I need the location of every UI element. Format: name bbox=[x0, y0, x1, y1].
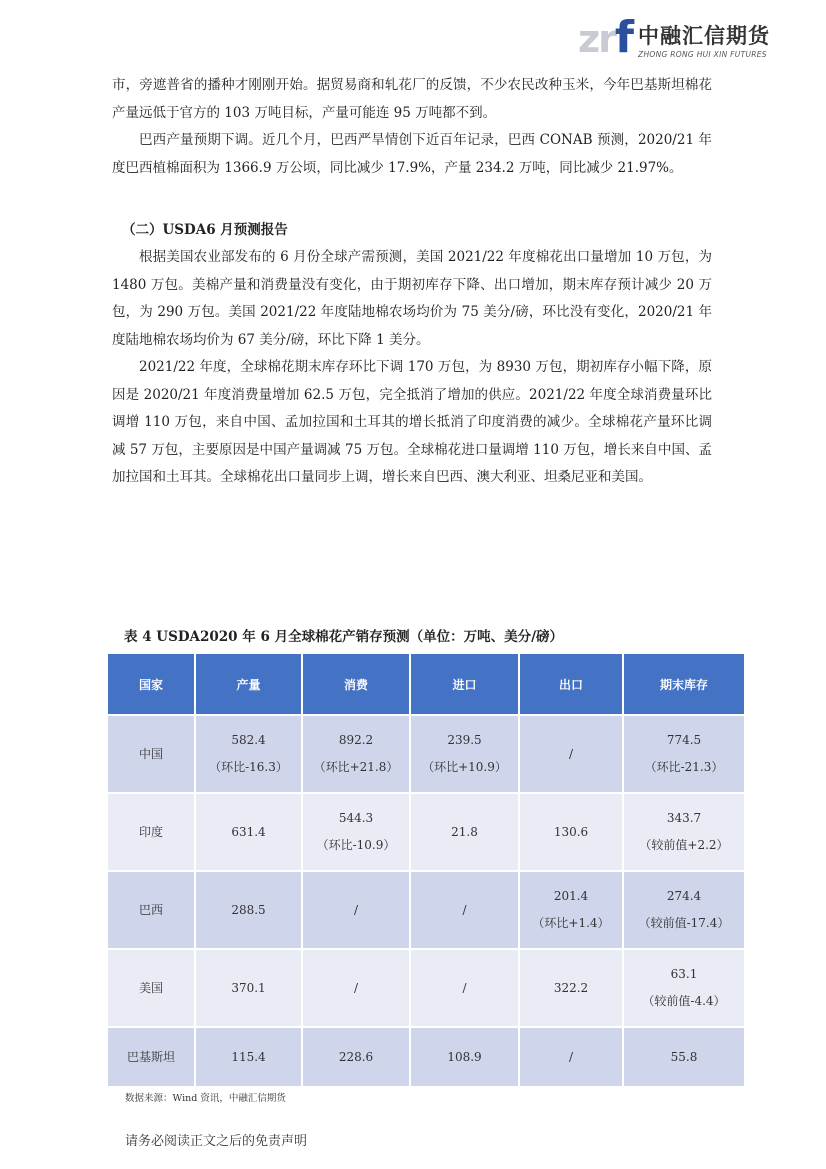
cell-value: 巴基斯坦 bbox=[126, 1049, 175, 1064]
cell-value: 288.5 bbox=[231, 902, 266, 917]
imports-cell bbox=[410, 793, 519, 871]
imports-cell bbox=[410, 871, 519, 949]
ending-stocks-cell bbox=[623, 871, 745, 949]
table-header-row bbox=[107, 653, 745, 715]
document-body bbox=[112, 72, 712, 492]
cell-value: 美国 bbox=[138, 980, 163, 995]
exports-cell bbox=[519, 793, 623, 871]
consumption-cell bbox=[302, 871, 410, 949]
cell-value: / bbox=[568, 1049, 574, 1064]
cell-value: / bbox=[462, 902, 467, 917]
cell-value: 130.6 bbox=[553, 824, 589, 839]
cell-value: / bbox=[568, 746, 574, 761]
cell-value: 201.4 bbox=[553, 889, 589, 903]
country-cell bbox=[107, 949, 195, 1027]
cell-value: 115.4 bbox=[231, 1049, 266, 1064]
disclaimer-footer: 请务必阅读正文之后的免责声明 bbox=[125, 1134, 308, 1149]
cell-change-note: （较前值-4.4） bbox=[642, 994, 726, 1008]
cell-value: 239.5 bbox=[447, 733, 482, 747]
cell-value: 631.4 bbox=[231, 824, 266, 839]
imports-cell bbox=[410, 949, 519, 1027]
header-imports: 进口 bbox=[410, 653, 519, 715]
country-cell bbox=[107, 1027, 195, 1087]
ending-stocks-cell bbox=[623, 1027, 745, 1087]
cell-change-note: （较前值-17.4） bbox=[638, 916, 730, 930]
country-cell bbox=[107, 715, 195, 793]
cell-change-note: （环比-10.9） bbox=[316, 838, 396, 852]
cell-value: 322.2 bbox=[553, 980, 589, 995]
exports-cell bbox=[519, 1027, 623, 1087]
header-consumption: 消费 bbox=[302, 653, 410, 715]
cell-value: 中国 bbox=[138, 746, 163, 761]
consumption-cell bbox=[302, 949, 410, 1027]
cell-change-note: （环比+10.9） bbox=[422, 760, 507, 774]
cell-value: 63.1 bbox=[670, 967, 698, 981]
table-row bbox=[107, 871, 745, 949]
cell-value: 274.4 bbox=[666, 889, 702, 903]
cell-value: 55.8 bbox=[670, 1049, 698, 1064]
paragraph-usda-us: 根据美国农业部发布的 6 月份全球产需预测，美国 2021/22 年度棉花出口量增加 10 万包，为 1480 万包。美棉产量和消费量没有变化，由于期初库存下降、出口增加，期末库存预计减少 20 万包，为 290 万包。美国 2021/22 年度陆地棉农场均价为 75 美分/磅，环比没有变化，2020/21 年度陆地棉农场均价为 67 美分/磅，环比下降 1 美分。 bbox=[112, 249, 712, 348]
paragraph-pakistan: 市，旁遮普省的播种才刚刚开始。据贸易商和轧花厂的反馈，不少农民改种玉米，今年巴基斯坦棉花产量远低于官方的 103 万吨目标，产量可能连 95 万吨都不到。 bbox=[112, 77, 712, 121]
imports-cell bbox=[410, 1027, 519, 1087]
cell-change-note: （环比-16.3） bbox=[209, 760, 288, 774]
production-cell bbox=[195, 715, 302, 793]
cell-value: / bbox=[353, 980, 359, 995]
cell-value: 774.5 bbox=[666, 733, 702, 747]
logo-mark: zrf bbox=[577, 12, 632, 63]
consumption-cell bbox=[302, 715, 410, 793]
paragraph-usda-global: 2021/22 年度，全球棉花期末库存环比下调 170 万包，为 8930 万包，期初库存小幅下降，原因是 2020/21 年度消费量增加 62.5 万包，完全抵消了增加的供应。2021/22 年度全球消费量环比调增 110 万包，来自中国、孟加拉国和土耳其的增长抵消了印度消费的减少。全球棉花产量环比调减 57 万包，主要原因是中国产量调减 75 万包。全球棉花进口量调增 110 万包，增长来自中国、孟加拉国和土耳其。全球棉花出口量同步上调，增长来自巴西、澳大利亚、坦桑尼亚和美国。 bbox=[112, 359, 712, 485]
cell-value: / bbox=[462, 980, 467, 995]
cell-change-note: （环比+21.8） bbox=[313, 760, 399, 774]
imports-cell bbox=[410, 715, 519, 793]
cell-value: 892.2 bbox=[338, 733, 374, 747]
cell-value: 108.9 bbox=[447, 1049, 482, 1064]
exports-cell bbox=[519, 715, 623, 793]
header-exports: 出口 bbox=[519, 653, 623, 715]
country-cell bbox=[107, 871, 195, 949]
cotton-forecast-table bbox=[106, 652, 746, 1088]
table-row bbox=[107, 715, 745, 793]
cell-value: 544.3 bbox=[338, 811, 374, 825]
consumption-cell bbox=[302, 793, 410, 871]
cell-change-note: （环比-21.3） bbox=[644, 760, 724, 774]
paragraph-brazil: 巴西产量预期下调。近几个月，巴西严旱情创下近百年记录，巴西 CONAB 预测，2020/21 年度巴西植棉面积为 1366.9 万公顷，同比减少 17.9%，产量 234.2 万吨，同比减少 21.97%。 bbox=[112, 132, 712, 176]
data-source-note: 数据来源：Wind 资讯，中融汇信期货 bbox=[125, 1093, 286, 1104]
cell-value: / bbox=[353, 902, 359, 917]
ending-stocks-cell bbox=[623, 715, 745, 793]
cell-value: 印度 bbox=[138, 824, 163, 839]
cell-change-note: （较前值+2.2） bbox=[639, 838, 729, 852]
ending-stocks-cell bbox=[623, 949, 745, 1027]
cell-value: 228.6 bbox=[338, 1049, 374, 1064]
cell-value: 370.1 bbox=[231, 980, 266, 995]
section-title: （二）USDA6 月预测报告 bbox=[122, 222, 288, 238]
production-cell bbox=[195, 949, 302, 1027]
table-row bbox=[107, 949, 745, 1027]
cell-value: 巴西 bbox=[138, 902, 163, 917]
exports-cell bbox=[519, 871, 623, 949]
ending-stocks-cell bbox=[623, 793, 745, 871]
header-production: 产量 bbox=[195, 653, 302, 715]
cell-change-note: （环比+1.4） bbox=[532, 916, 610, 930]
consumption-cell bbox=[302, 1027, 410, 1087]
cell-value: 21.8 bbox=[451, 824, 478, 839]
header-country: 国家 bbox=[107, 653, 195, 715]
country-cell bbox=[107, 793, 195, 871]
logo-chinese-name: 中融汇信期货 bbox=[638, 24, 770, 48]
logo-english-name: ZHONG RONG HUI XIN FUTURES bbox=[638, 50, 767, 59]
cell-value: 343.7 bbox=[666, 811, 702, 825]
production-cell bbox=[195, 793, 302, 871]
production-cell bbox=[195, 871, 302, 949]
exports-cell bbox=[519, 949, 623, 1027]
header-ending-stocks: 期末库存 bbox=[623, 653, 745, 715]
cell-value: 582.4 bbox=[231, 733, 266, 747]
table-title: 表 4 USDA2020 年 6 月全球棉花产销存预测（单位：万吨、美分/磅） bbox=[124, 629, 563, 645]
company-logo bbox=[577, 12, 770, 63]
table-row bbox=[107, 793, 745, 871]
production-cell bbox=[195, 1027, 302, 1087]
table-row bbox=[107, 1027, 745, 1087]
